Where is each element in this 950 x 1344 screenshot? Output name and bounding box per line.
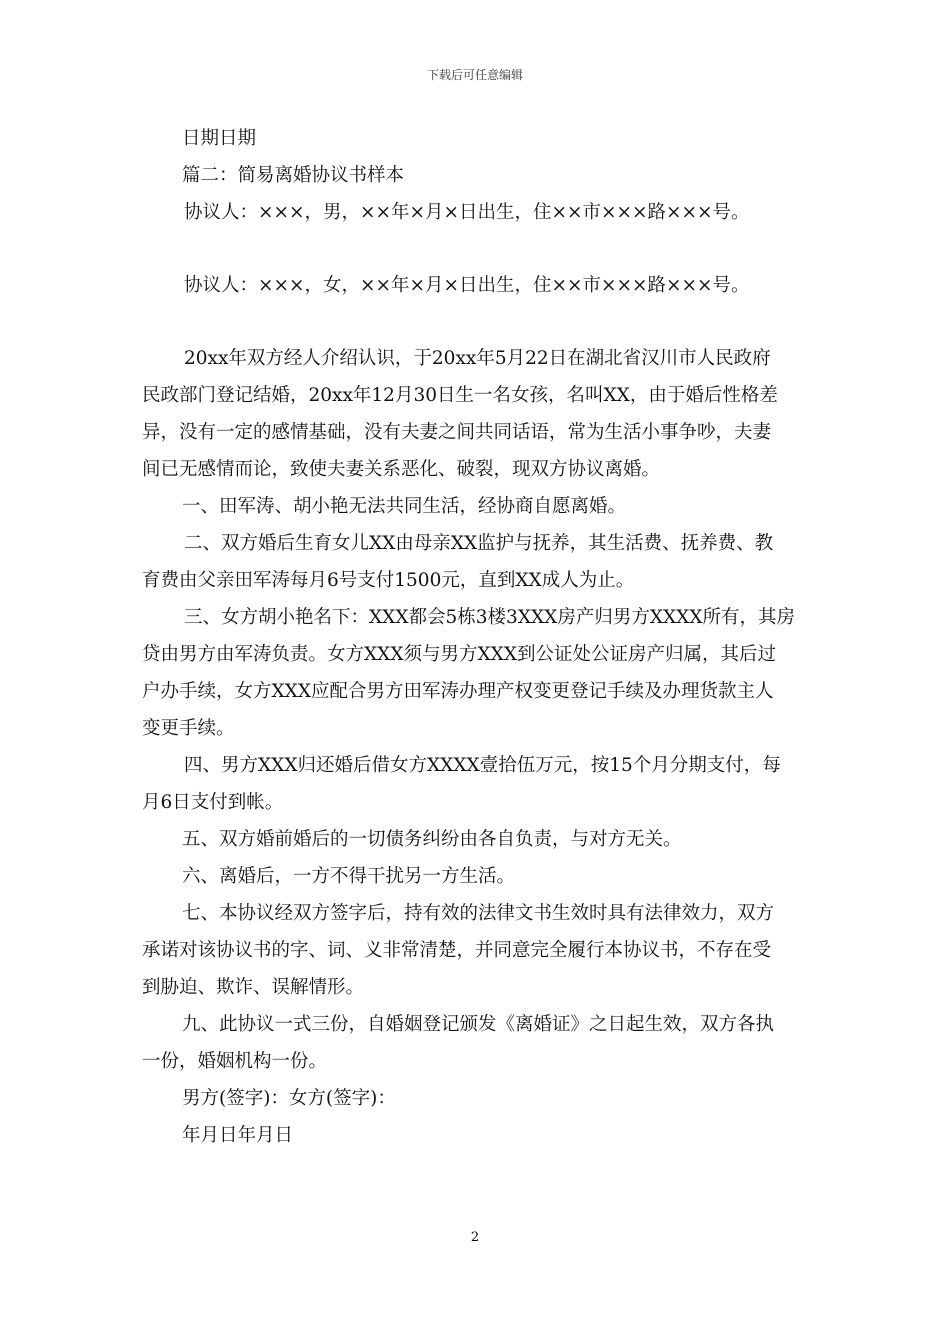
paragraph-line: 异，没有一定的感情基础，没有夫妻之间共同话语，常为生活小事争吵，夫妻 (142, 422, 772, 443)
spacer (142, 304, 810, 340)
clause-line: 五、双方婚前婚后的一切债务纠纷由各自负责，与对方无关。 (182, 829, 682, 850)
date-line: 年月日年月日 (182, 1125, 294, 1146)
clause-line: 二、双方婚后生育女儿XX由母亲XX监护与抚养，其生活费、抚养费、教 (184, 533, 774, 554)
party-line: 协议人：×××，女，××年×月×日出生，住××市×××路×××号。 (184, 275, 750, 296)
clause-line: 月6日支付到帐。 (142, 792, 284, 813)
paragraph-line: 20xx年双方经人介绍认识，于20xx年5月22日在湖北省汉川市人民政府 (184, 348, 771, 369)
party-line: 协议人：×××，男，××年×月×日出生，住××市×××路×××号。 (184, 202, 750, 223)
paragraph-line: 民政部门登记结婚，20xx年12月30日生一名女孩，名叫XX，由于婚后性格差 (142, 385, 778, 406)
document-body (142, 120, 810, 1154)
clause-line: 七、本协议经双方签字后，持有效的法律文书生效时具有法律效力，双方 (182, 903, 775, 924)
clause-line: 贷由男方由军涛负责。女方XXX须与男方XXX到公证处公证房产归属，其后过 (142, 644, 777, 665)
clause-line: 六、离婚后，一方不得干扰另一方生活。 (182, 866, 516, 887)
paragraph-line: 间已无感情而论，致使夫妻关系恶化、破裂，现双方协议离婚。 (142, 459, 661, 480)
signature-line: 男方(签字)：女方(签字)： (182, 1088, 396, 1109)
clause-line: 九、此协议一式三份，自婚姻登记颁发《离婚证》之日起生效，双方各执 (182, 1014, 775, 1035)
page-number: 2 (470, 1230, 480, 1245)
clause-line: 承诺对该协议书的字、词、义非常清楚，并同意完全履行本协议书，不存在受 (142, 940, 772, 961)
page-header: 下载后可任意编辑 (426, 68, 523, 82)
clause-line: 育费由父亲田军涛每月6号支付1500元，直到XX成人为止。 (142, 570, 635, 591)
section-title: 篇二：简易离婚协议书样本 (182, 165, 405, 186)
clause-line: 一份，婚姻机构一份。 (142, 1051, 328, 1072)
clause-line: 变更手续。 (142, 718, 235, 739)
text-line: 日期日期 (182, 128, 257, 149)
clause-line: 到胁迫、欺诈、误解情形。 (142, 977, 365, 998)
clause-line: 一、田军涛、胡小艳无法共同生活，经协商自愿离婚。 (182, 496, 627, 517)
spacer (142, 231, 810, 267)
clause-line: 户办手续，女方XXX应配合男方田军涛办理产权变更登记手续及办理货款主人 (142, 681, 774, 702)
clause-line: 三、女方胡小艳名下：XXX都会5栋3楼3XXX房产归男方XXXX所有，其房 (184, 607, 796, 628)
clause-line: 四、男方XXX归还婚后借女方XXXX壹拾伍万元，按15个月分期支付，每 (184, 755, 781, 776)
